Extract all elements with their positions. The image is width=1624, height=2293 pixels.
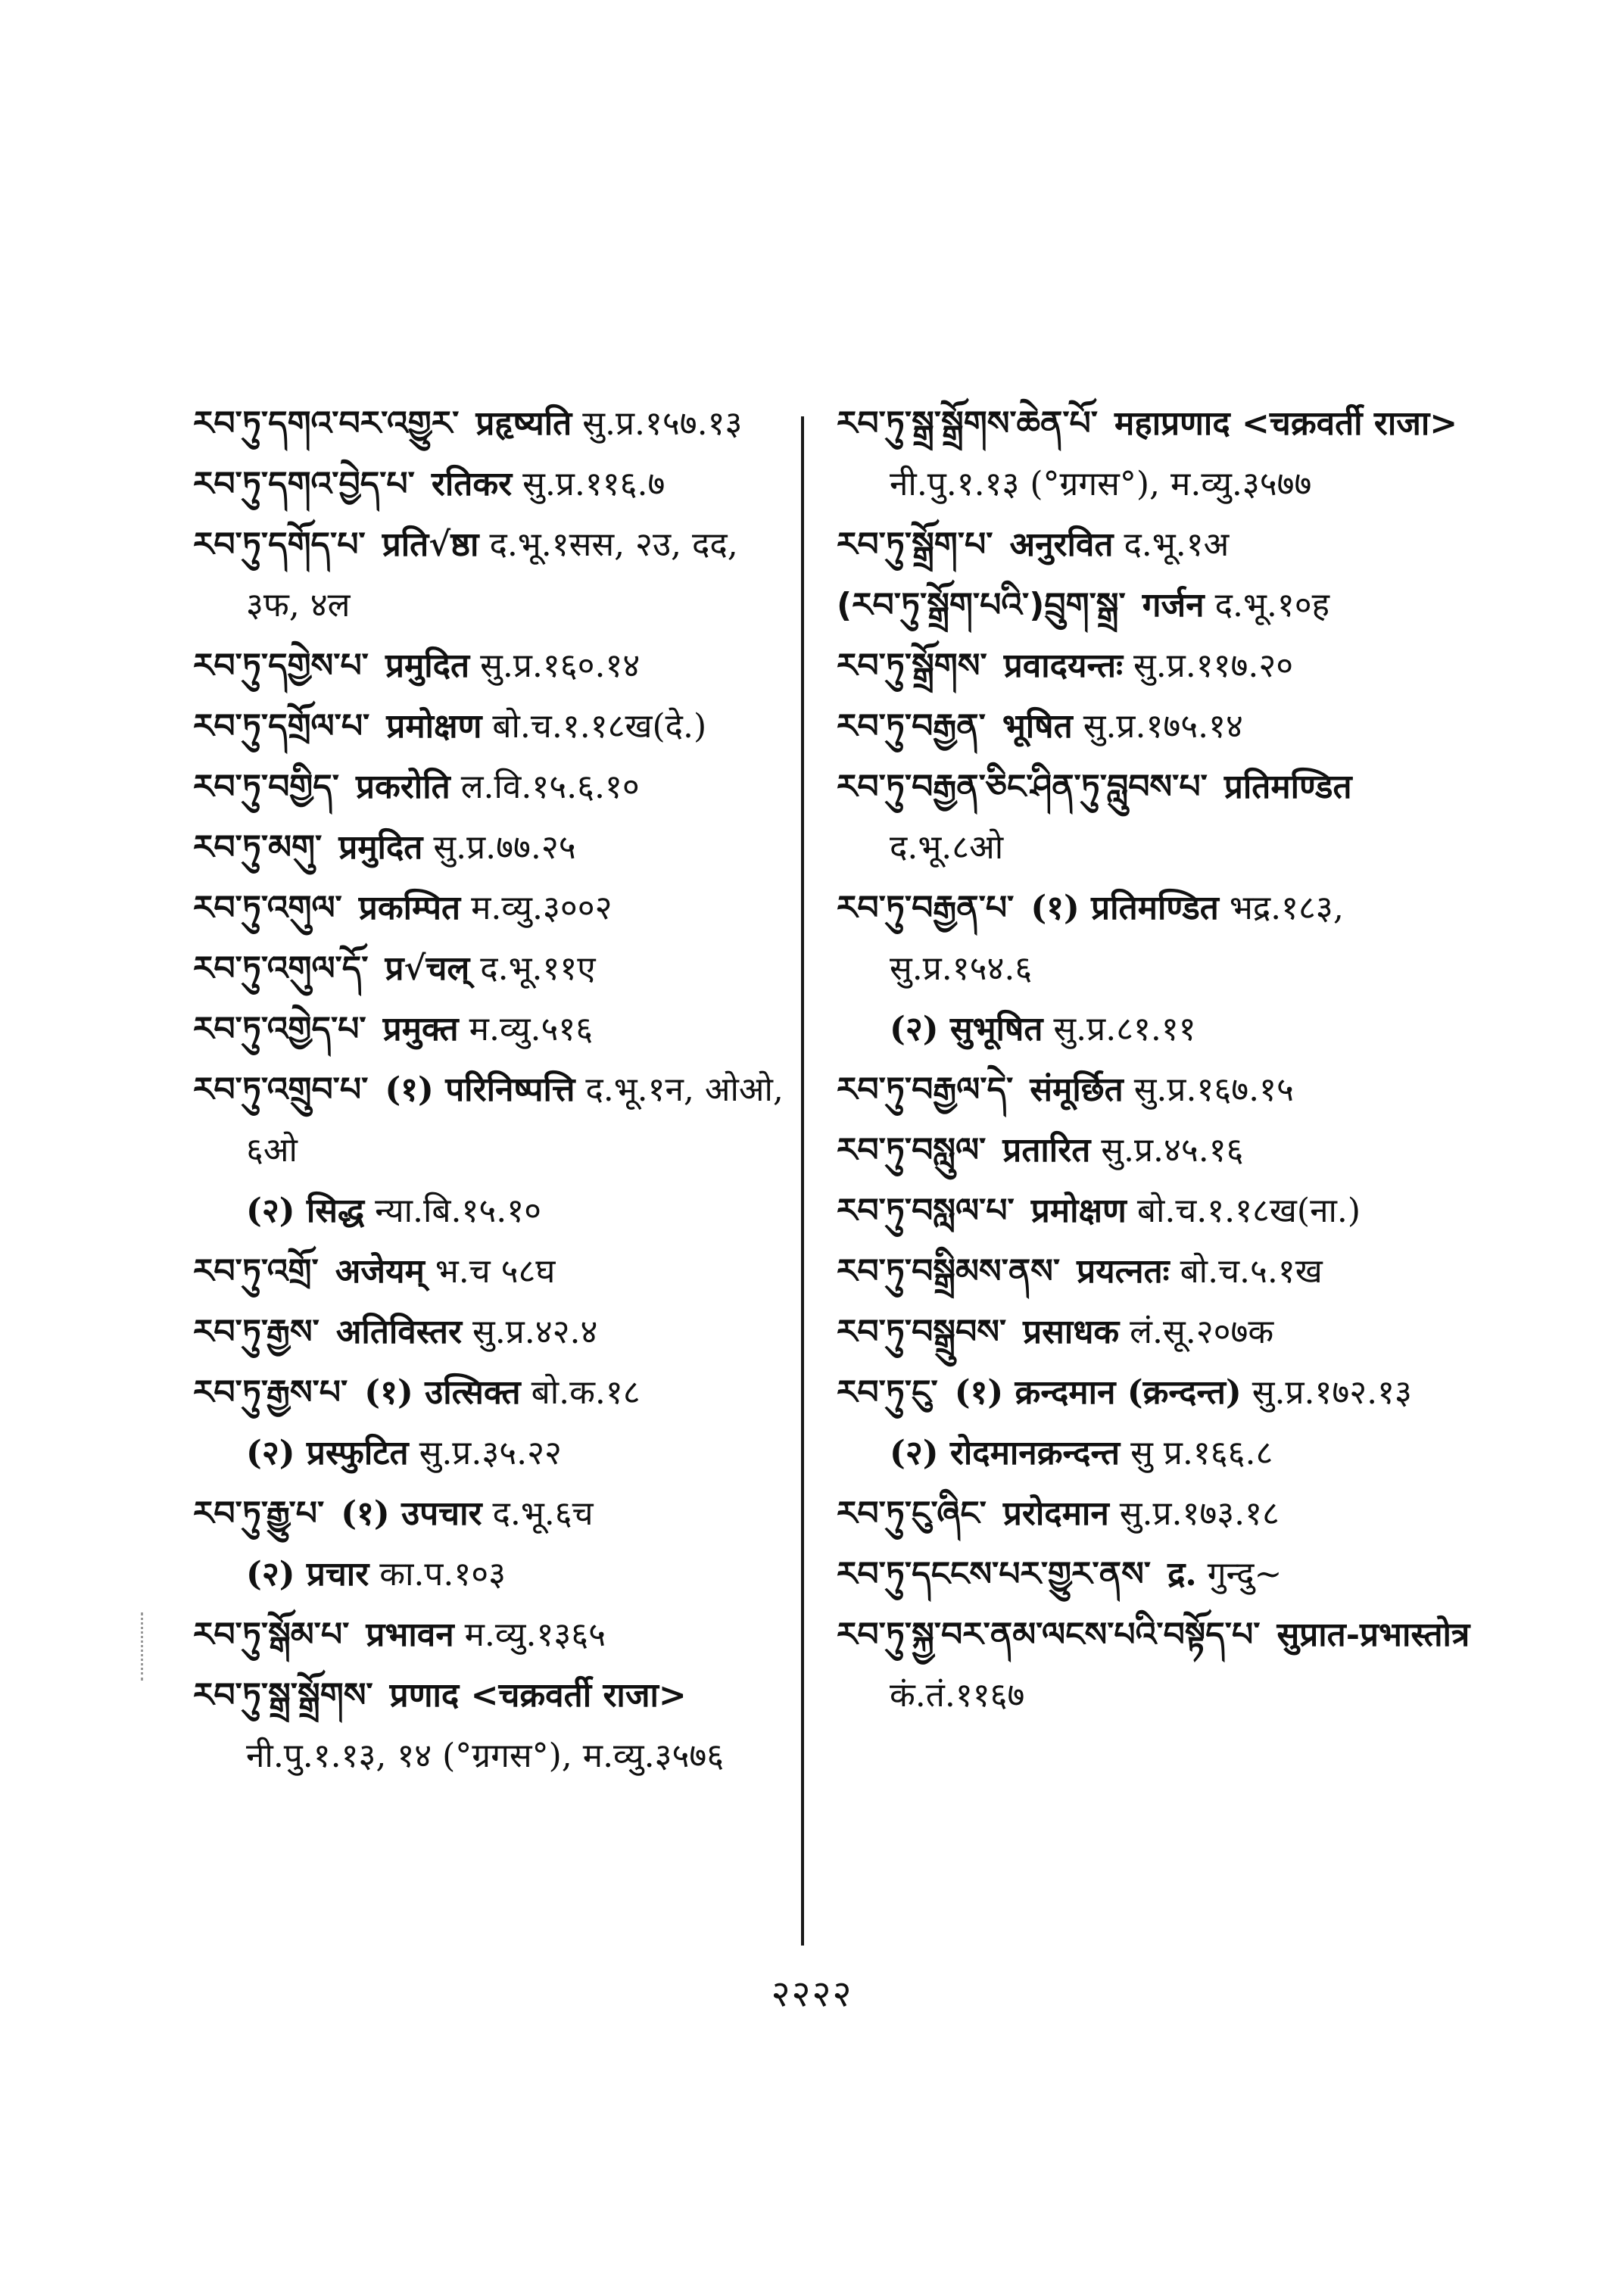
source-reference: सु.प्र.७७.२५ [433, 828, 576, 867]
source-reference: द.भू.६च [492, 1494, 594, 1533]
tibetan-headword: རབ་ཏུ་འགྲུབ་པ་ [193, 1070, 369, 1109]
source-reference: सु.प्र.१६०.१४ [480, 646, 641, 685]
page-number: २२२२ [771, 1973, 853, 2015]
dictionary-entry [193, 454, 799, 515]
sanskrit-equivalent: प्रमोक्षण [1030, 1192, 1127, 1230]
tibetan-headword: རབ་ཏུ་བརྒྱན་པ་ [837, 889, 1015, 927]
column-divider [801, 416, 804, 1946]
source-reference: भद्र.१८३, सु.प्र.१५४.६ [890, 889, 1344, 988]
sanskrit-equivalent: प्रकम्पित [358, 889, 461, 927]
source-reference: द.भू.१न, ओओ, ६ओ [246, 1070, 784, 1170]
tibetan-headword: རབ་ཏུ་སྐྱ་བར་ནམ་ལངས་པའི་བསྟོད་པ་ [837, 1615, 1261, 1654]
source-reference: सु.प्र.१७२.१३ [1252, 1373, 1412, 1412]
tibetan-headword: རབ་ཏུ་དགྲོལ་པ་ [193, 707, 370, 746]
dictionary-entry [193, 1302, 799, 1363]
margin-mark [141, 1612, 145, 1681]
dictionary-entry [193, 1060, 799, 1181]
source-reference: द.भू.११ए [480, 949, 596, 988]
tibetan-headword: རབ་ཏུ་སྒྲོག་པ་ [837, 525, 993, 564]
dictionary-entry [837, 1484, 1473, 1544]
dictionary-entry [837, 515, 1473, 575]
tibetan-headword: རབ་ཏུ་དགྱེས་པ་ [193, 646, 369, 685]
dictionary-entry [837, 1363, 1473, 1423]
tibetan-headword: རབ་ཏུ་བསྒྲུབས་ [837, 1313, 1007, 1351]
source-reference: द.भू.१०ह [1214, 586, 1329, 625]
tibetan-headword: རབ་ཏུ་བསླུལ་ [837, 1131, 987, 1170]
source-reference: सु प्र.१६६.८ [1130, 1434, 1273, 1472]
sanskrit-equivalent: प्रमोक्षण [386, 707, 482, 746]
sanskrit-equivalent: द्र. [1167, 1555, 1197, 1594]
source-reference: सु.प्र.३५.२२ [419, 1434, 562, 1472]
source-reference: सु.प्र.१७५.१४ [1083, 707, 1243, 746]
dictionary-entry [193, 696, 799, 757]
dictionary-entry [193, 1544, 799, 1605]
dictionary-entry [837, 1302, 1473, 1363]
tibetan-headword: རབ་ཏུ་དངངས་པར་གྱུར་ནས་ [837, 1555, 1152, 1594]
sanskrit-equivalent: अनुरवित [1009, 525, 1114, 564]
sanskrit-equivalent: प्र√चल् [385, 949, 470, 988]
source-reference: सु.प्र.१५७.१३ [582, 404, 743, 443]
source-reference: म.व्यु.३००२ [471, 889, 613, 927]
sanskrit-equivalent: भूषित [1002, 707, 1073, 746]
sanskrit-equivalent: प्रभावन [366, 1615, 454, 1654]
tibetan-headword: རབ་ཏུ་འགྲོ་ [193, 1252, 319, 1291]
dictionary-entry [837, 575, 1473, 636]
tibetan-headword: རབ་ཏུ་དགའ་བར་འགྱུར་ [193, 404, 460, 443]
tibetan-headword: རབ་ཏུ་བགྱིད་ [193, 768, 339, 806]
sanskrit-equivalent: (१) परिनिष्पत्ति [385, 1070, 575, 1109]
sanskrit-equivalent: प्रमुक्त [382, 1010, 459, 1048]
tibetan-headword: རབ་ཏུ་འགུལ་དོ་ [193, 949, 369, 988]
dictionary-entry [837, 999, 1473, 1060]
sanskrit-equivalent: अजेयम् [335, 1252, 425, 1291]
dictionary-entry [837, 1242, 1473, 1302]
sanskrit-equivalent: प्रयत्नतः [1077, 1252, 1170, 1291]
dictionary-entry [837, 636, 1473, 696]
dictionary-entry [193, 1423, 799, 1484]
source-reference: द.भू.१अ [1124, 525, 1230, 564]
tibetan-headword: རབ་ཏུ་སྒྲོགས་ [837, 646, 987, 685]
dictionary-entry [193, 636, 799, 696]
dictionary-entry [193, 1484, 799, 1544]
dictionary-entry [837, 394, 1473, 515]
tibetan-headword: རབ་ཏུ་དགོད་པ་ [193, 525, 366, 564]
sanskrit-equivalent: प्रकरोति [355, 768, 450, 806]
sanskrit-equivalent: प्रसाधक [1023, 1313, 1120, 1351]
sanskrit-equivalent: (१) उत्सिक्त [364, 1373, 521, 1412]
source-reference: कं.तं.११६७ [890, 1676, 1025, 1715]
sanskrit-equivalent: प्रणाद <चक्रवर्ती राजा> [389, 1676, 687, 1715]
dictionary-entry [193, 515, 799, 636]
dictionary-entry [193, 818, 799, 878]
source-reference: लं.सू.२०७क [1130, 1313, 1274, 1351]
sanskrit-equivalent: प्रति√ष्ठा [382, 525, 479, 564]
tibetan-headword: རབ་ཏུ་འགྱེད་པ་ [193, 1010, 366, 1048]
tibetan-headword: རབ་ཏུ་ངུ་ [837, 1373, 938, 1412]
tibetan-headword: རབ་ཏུ་རྒྱས་ [193, 1313, 320, 1351]
source-reference: सु.प्र.११६.७ [522, 465, 665, 503]
tibetan-headword: རབ་ཏུ་བསྒྲིམས་ནས་ [837, 1252, 1061, 1291]
dictionary-entry [837, 1181, 1473, 1242]
dictionary-entry [193, 1605, 799, 1665]
tibetan-headword: རབ་ཏུ་སྒོམ་པ་ [193, 1615, 350, 1654]
tibetan-headword: རབ་ཏུ་བརྒྱན་ཅིང་ཤིན་ཏུ་བླུབས་པ་ [837, 768, 1208, 806]
dictionary-entry [837, 1423, 1473, 1484]
source-reference: भ.च ५८घ [435, 1252, 556, 1291]
tibetan-headword: རབ་ཏུ་མགུ་ [193, 828, 323, 867]
dictionary-entry [193, 757, 799, 818]
source-reference: म.व्यु.५१६ [469, 1010, 594, 1048]
sanskrit-equivalent: (१) प्रतिमण्डित [1030, 889, 1219, 927]
sanskrit-equivalent: (२) रोदमानक्रन्दन्त [890, 1434, 1121, 1472]
source-reference: ल.वि.१५.६.१० [460, 768, 640, 806]
dictionary-entry [193, 939, 799, 999]
tibetan-headword: རབ་ཏུ་བསླལ་པ་ [837, 1192, 1015, 1230]
source-reference: नी.पु.१.१३ (°ग्रगस°), म.व्यु.३५७७ [890, 465, 1312, 503]
sanskrit-equivalent: सुप्रात-प्रभास्तोत्र [1276, 1615, 1470, 1654]
tibetan-headword: རབ་ཏུ་རྒྱས་པ་ [193, 1373, 348, 1412]
sanskrit-equivalent: (१) क्रन्दमान (क्रन्दन्त) [954, 1373, 1242, 1412]
source-reference: म.व्यु.१३६५ [464, 1615, 606, 1654]
sanskrit-equivalent: प्रहृष्यति [475, 404, 572, 443]
sanskrit-equivalent: प्रवादयन्तः [1003, 646, 1124, 685]
tibetan-headword: རབ་ཏུ་བརྒྱན་ [837, 707, 986, 746]
dictionary-entry [193, 878, 799, 939]
source-reference: सु.प्र.११७.२० [1133, 646, 1294, 685]
source-reference: बो.च.१.१८ख(दे.) [492, 707, 707, 746]
source-reference: बो.च.१.१८ख(ना.) [1136, 1192, 1361, 1230]
sanskrit-equivalent: प्रमुदित [338, 828, 423, 867]
dictionary-entry [837, 757, 1473, 878]
dictionary-entry [837, 1605, 1473, 1726]
dictionary-entry [837, 1544, 1473, 1605]
tibetan-headword: རབ་ཏུ་སྒྲ་སྒྲོགས་ཆེན་པོ་ [837, 404, 1099, 443]
source-reference: सु.प्र.४५.१६ [1101, 1131, 1244, 1170]
sanskrit-equivalent: प्रमुदित [385, 646, 470, 685]
dictionary-entry [837, 878, 1473, 999]
dictionary-entry [193, 394, 799, 454]
sanskrit-equivalent: अतिविस्तर [335, 1313, 462, 1351]
source-reference: नी.पु.१.१३, १४ (°ग्रगस°), म.व्यु.३५७६ [246, 1737, 725, 1775]
tibetan-headword: རབ་ཏུ་སྒྲ་སྒྲོགས་ [193, 1676, 373, 1715]
source-reference: सु.प्र.१७३.१८ [1119, 1494, 1280, 1533]
source-reference: का.प.१०३ [379, 1555, 506, 1594]
dictionary-entry [837, 696, 1473, 757]
source-reference: सु.प्र.४२.४ [472, 1313, 598, 1351]
sanskrit-equivalent: (२) प्रस्फुटित [246, 1434, 409, 1472]
source-reference: गुन्दु~ [1207, 1555, 1283, 1594]
dictionary-entry [193, 1665, 799, 1787]
dictionary-entry [837, 1120, 1473, 1181]
source-reference: बो.क.१८ [531, 1373, 641, 1412]
tibetan-headword: རབ་ཏུ་ངུ་ཞིང་ [837, 1494, 987, 1533]
dictionary-entry [193, 999, 799, 1060]
source-reference: सु.प्र.१६७.१५ [1133, 1070, 1294, 1109]
source-reference: द.भू.८ओ [890, 828, 1004, 867]
sanskrit-equivalent: प्ररोदमान [1002, 1494, 1109, 1533]
sanskrit-equivalent: रतिकर [431, 465, 513, 503]
sanskrit-equivalent: महाप्रणाद <चक्रवर्ती राजा> [1114, 404, 1458, 443]
sanskrit-equivalent: गर्जन [1142, 586, 1205, 625]
source-reference: द.भू.१सस, २उ, दद, ३फ, ४ल [246, 525, 738, 625]
source-reference: बो.च.५.१ख [1180, 1252, 1323, 1291]
sanskrit-equivalent: (२) प्रचार [246, 1555, 369, 1594]
dictionary-entry [837, 1060, 1473, 1120]
dictionary-entry [193, 1181, 799, 1242]
tibetan-headword: རབ་ཏུ་དགའ་བྱེད་པ་ [193, 465, 415, 503]
sanskrit-equivalent: प्रतिमण्डित [1223, 768, 1352, 806]
tibetan-headword: རབ་ཏུ་འགུལ་ [193, 889, 342, 927]
source-reference: न्या.बि.१५.१० [375, 1192, 542, 1230]
dictionary-entry [193, 1242, 799, 1302]
sanskrit-equivalent: प्रतारित [1002, 1131, 1091, 1170]
dictionary-entry [193, 1363, 799, 1423]
sanskrit-equivalent: (१) उपचार [341, 1494, 482, 1533]
tibetan-headword: (རབ་ཏུ་སྒྲོག་པའི་)བྲུག་སྒྲ་ [837, 586, 1126, 625]
tibetan-headword: རབ་ཏུ་བརྒྱལ་དེ་ [837, 1070, 1014, 1109]
left-column [193, 394, 799, 1787]
source-reference: सु.प्र.८१.११ [1053, 1010, 1196, 1048]
right-column [837, 394, 1473, 1726]
sanskrit-equivalent: (२) सिद्ध [246, 1192, 365, 1230]
tibetan-headword: རབ་ཏུ་རྒྱུ་པ་ [193, 1494, 325, 1533]
sanskrit-equivalent: संमूर्छित [1030, 1070, 1124, 1109]
sanskrit-equivalent: (२) सुभूषित [890, 1010, 1043, 1048]
